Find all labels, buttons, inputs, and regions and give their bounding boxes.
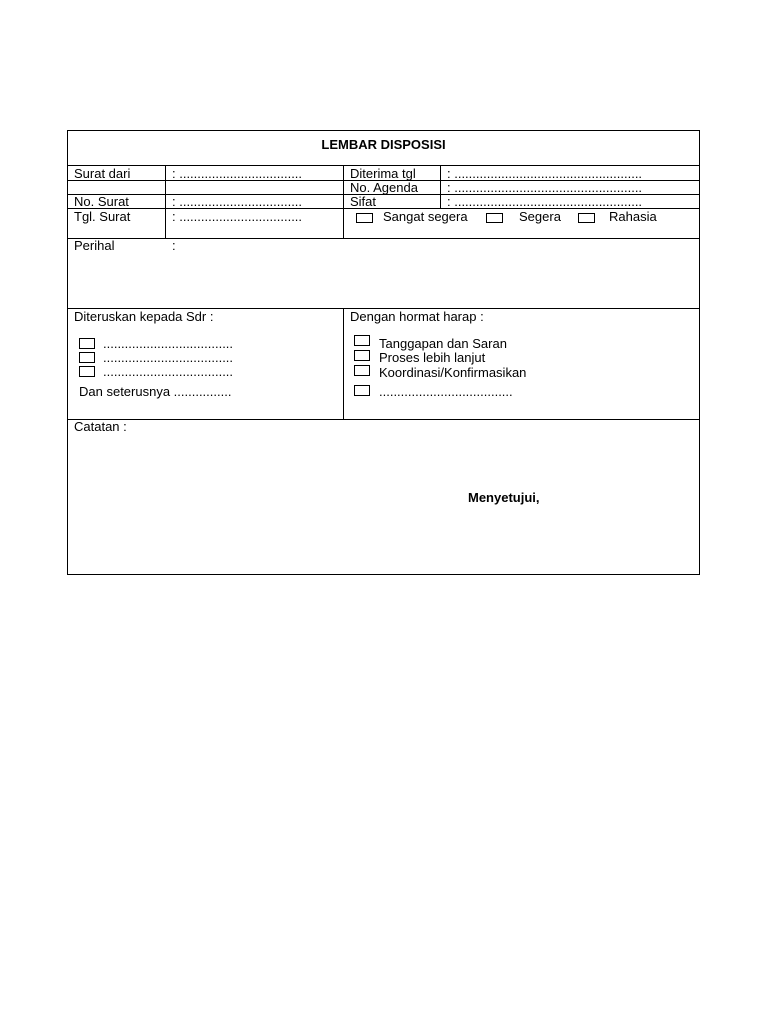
- rule-col-b: [343, 165, 344, 238]
- catatan-label: Catatan :: [74, 419, 127, 434]
- rule-col-c: [440, 165, 441, 208]
- dan-seterusnya: Dan seterusnya ................: [79, 384, 232, 399]
- surat-dari-value[interactable]: : ..................................: [172, 166, 303, 181]
- surat-dari-label: Surat dari: [74, 166, 131, 181]
- checkbox-tanggapan[interactable]: [354, 335, 370, 346]
- disposition-form: [67, 130, 700, 575]
- border-top: [67, 130, 700, 131]
- rule-catatan: [67, 419, 700, 420]
- sifat-label: Sifat: [350, 194, 377, 209]
- checkbox-proses[interactable]: [354, 350, 370, 361]
- perihal-label: Perihal: [74, 238, 115, 253]
- option-rahasia: Rahasia: [609, 209, 657, 224]
- diteruskan-label: Diteruskan kepada Sdr :: [74, 309, 214, 324]
- option-sangat-segera: Sangat segera: [383, 209, 468, 224]
- diteruskan-line-3[interactable]: ....................................: [103, 364, 234, 379]
- rule-col-a: [165, 165, 166, 208]
- diteruskan-line-2[interactable]: ....................................: [103, 350, 234, 365]
- rule-mid-section: [343, 308, 344, 419]
- tgl-surat-value[interactable]: : ..................................: [172, 209, 303, 224]
- no-surat-value[interactable]: : ..................................: [172, 194, 303, 209]
- tgl-surat-label: Tgl. Surat: [74, 209, 131, 224]
- option-lainnya[interactable]: .....................................: [379, 384, 513, 399]
- border-right: [699, 130, 700, 575]
- checkbox-diteruskan-1[interactable]: [79, 338, 95, 349]
- rule-row4: [67, 238, 700, 239]
- form-title: LEMBAR DISPOSISI: [321, 137, 446, 152]
- checkbox-rahasia[interactable]: [578, 213, 595, 223]
- checkbox-diteruskan-2[interactable]: [79, 352, 95, 363]
- diterima-tgl-label: Diterima tgl: [350, 166, 416, 181]
- option-tanggapan: Tanggapan dan Saran: [379, 336, 507, 351]
- border-left: [67, 130, 68, 575]
- border-bottom: [67, 574, 700, 575]
- menyetujui-label: Menyetujui,: [468, 490, 540, 505]
- option-koordinasi: Koordinasi/Konfirmasikan: [379, 365, 527, 380]
- perihal-colon: :: [172, 238, 176, 253]
- checkbox-koordinasi[interactable]: [354, 365, 370, 376]
- sifat-value[interactable]: : ....................................................: [447, 194, 643, 209]
- diteruskan-line-1[interactable]: ....................................: [103, 336, 234, 351]
- dengan-hormat-label: Dengan hormat harap :: [350, 309, 484, 324]
- no-surat-label: No. Surat: [74, 194, 129, 209]
- option-segera: Segera: [519, 209, 561, 224]
- checkbox-diteruskan-3[interactable]: [79, 366, 95, 377]
- no-agenda-label: No. Agenda: [350, 180, 418, 195]
- checkbox-segera[interactable]: [486, 213, 503, 223]
- checkbox-lainnya[interactable]: [354, 385, 370, 396]
- diterima-tgl-value[interactable]: : ....................................................: [447, 166, 643, 181]
- option-proses: Proses lebih lanjut: [379, 350, 486, 365]
- no-agenda-value[interactable]: : ....................................................: [447, 180, 643, 195]
- checkbox-sangat-segera[interactable]: [356, 213, 373, 223]
- rule-col-a-tgl: [165, 208, 166, 238]
